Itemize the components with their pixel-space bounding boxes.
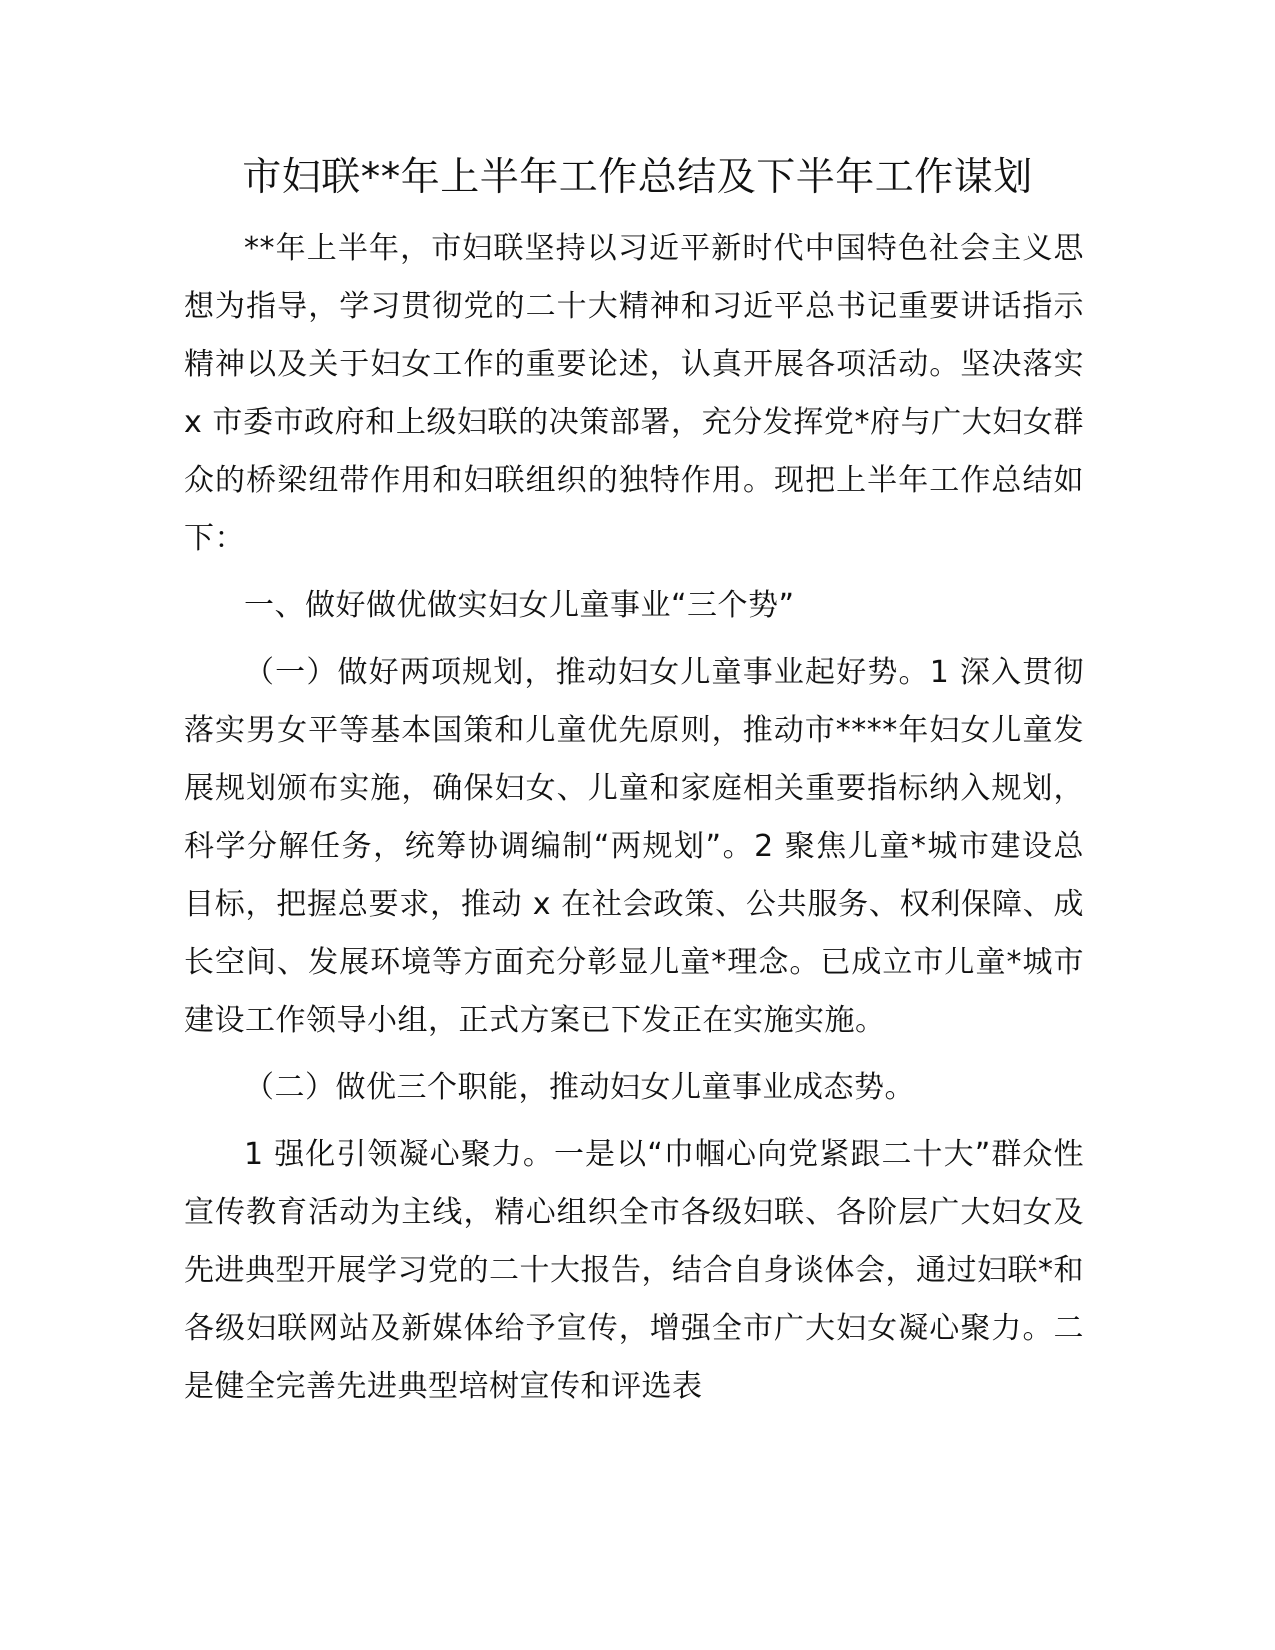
subsection-heading-2: （二）做优三个职能，推动妇女儿童事业成态势。 — [244, 1070, 915, 1105]
item-paragraph-1: 1 强化引领凝心聚力。一是以“巾帼心向党紧跟二十大”群众性宣传教育活动为主线，精心组织全市各级妇联、各阶层广大妇女及先进典型开展学习党的二十大报告，结合自身谈体会，通过妇联*和各级妇联网站及新媒体给予宣传，增强全市广大妇女凝心聚力。二是健全完善先进典型培树宣传和评选表 — [184, 1137, 1084, 1404]
document-title: 市妇联**年上半年工作总结及下半年工作谋划 — [242, 155, 1033, 200]
section-heading: 一、做好做优做实妇女儿童事业“三个势” — [244, 588, 795, 623]
document-body — [184, 220, 1084, 1416]
subsection-paragraph-1: （一）做好两项规划，推动妇女儿童事业起好势。1 深入贯彻落实男女平等基本国策和儿童优先原则，推动市****年妇女儿童发展规划颁布实施，确保妇女、儿童和家庭相关重要指标纳入规划，科学分解任务，统筹协调编制“两规划”。2 聚焦儿童*城市建设总目标，把握总要求，推动 x 在社会政策、公共服务、权利保障、成长空间、发展环境等方面充分彰显儿童*理念。已成立市儿童*城市建设工作领导小组，正式方案已下发正在实施实施。 — [184, 655, 1084, 1038]
intro-paragraph: **年上半年，市妇联坚持以习近平新时代中国特色社会主义思想为指导，学习贯彻党的二十大精神和习近平总书记重要讲话指示精神以及关于妇女工作的重要论述，认真开展各项活动。坚决落实 x 市委市政府和上级妇联的决策部署，充分发挥党*府与广大妇女群众的桥梁纽带作用和妇联组织的独特作用。现把上半年工作总结如下： — [184, 231, 1084, 556]
